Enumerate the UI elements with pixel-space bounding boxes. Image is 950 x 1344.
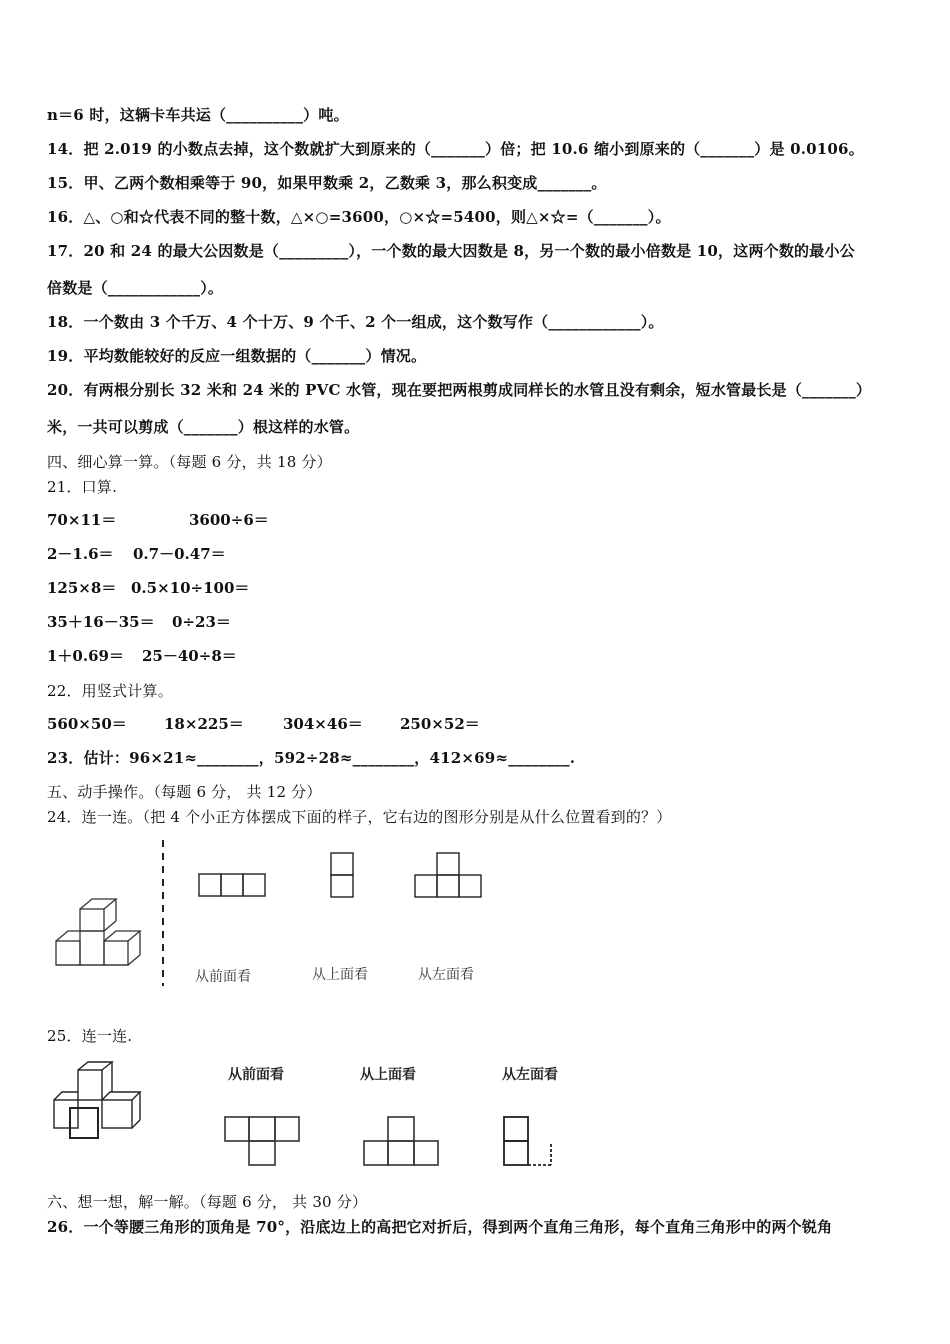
- question-17-line1: 17．20 和 24 的最大公因数是（_________），一个数的最大因数是 8，另一个数的最小倍数是 10，这两个数的最小公: [47, 242, 855, 260]
- view-shape-two-stacked: [330, 852, 354, 898]
- vertical-expr: 250×52＝: [400, 715, 480, 733]
- view-shape-t-shape: [414, 852, 482, 898]
- label-front-view: 从前面看: [195, 969, 251, 985]
- label-top-view: 从上面看: [312, 967, 368, 983]
- oral-expr: 0.5×10÷100＝: [131, 579, 250, 597]
- oral-expr: 0÷23＝: [172, 613, 231, 631]
- label-top-view: 从上面看: [360, 1067, 416, 1083]
- section-5-heading: 五、动手操作。（每题 6 分， 共 12 分）: [47, 783, 322, 801]
- question-15: 15．甲、乙两个数相乘等于 90，如果甲数乘 2，乙数乘 3，那么积变成_______。: [47, 174, 607, 192]
- question-13-tail: n＝6 时，这辆卡车共运（__________）吨。: [47, 106, 349, 124]
- question-20-line2: 米，一共可以剪成（_______）根这样的水管。: [47, 418, 360, 436]
- question-26: 26．一个等腰三角形的顶角是 70°，沿底边上的高把它对折后，得到两个直角三角形，每个直角三角形中的两个锐角: [47, 1218, 833, 1236]
- question-20-line1: 20．有两根分别长 32 米和 24 米的 PVC 水管，现在要把两根剪成同样长的水管且没有剩余，短水管最长是（_______）: [47, 381, 872, 399]
- label-left-view: 从左面看: [502, 1067, 558, 1083]
- question-23: 23．估计：96×21≈________，592÷28≈________，412×69≈________.: [47, 749, 576, 767]
- label-left-view: 从左面看: [418, 967, 474, 983]
- cube-stack-figure-24: [52, 893, 152, 973]
- vertical-expr: 304×46＝: [283, 715, 363, 733]
- oral-expr: 70×11＝: [47, 511, 117, 529]
- section-4-heading: 四、细心算一算。（每题 6 分，共 18 分）: [47, 453, 332, 471]
- question-14: 14．把 2.019 的小数点去掉，这个数就扩大到原来的（_______）倍；把 10.6 缩小到原来的（_______）是 0.0106。: [47, 140, 864, 158]
- oral-expr: 0.7－0.47＝: [133, 545, 226, 563]
- view-shape-inverted-t: [224, 1116, 300, 1166]
- question-16: 16．△、○和☆代表不同的整十数，△×○=3600，○×☆=5400，则△×☆=（_______）。: [47, 208, 671, 226]
- vertical-expr: 18×225＝: [164, 715, 244, 733]
- oral-expr: 2－1.6＝: [47, 545, 114, 563]
- oral-expr: 1＋0.69＝: [47, 647, 124, 665]
- view-shape-three-in-row: [198, 873, 266, 897]
- oral-expr: 3600÷6＝: [189, 511, 269, 529]
- cube-stack-figure-25: [50, 1060, 150, 1144]
- dashed-divider: [158, 840, 168, 986]
- view-shape-t-shape: [363, 1116, 439, 1166]
- question-22: 22．用竖式计算。: [47, 682, 173, 700]
- question-17-line2: 倍数是（____________）。: [47, 279, 224, 297]
- oral-expr: 25－40÷8＝: [142, 647, 237, 665]
- question-21: 21．口算.: [47, 478, 118, 496]
- oral-expr: 35＋16－35＝: [47, 613, 155, 631]
- view-shape-l-shape: [503, 1116, 553, 1166]
- question-19: 19．平均数能较好的反应一组数据的（_______）情况。: [47, 347, 427, 365]
- question-25: 25．连一连.: [47, 1027, 133, 1045]
- vertical-expr: 560×50＝: [47, 715, 127, 733]
- label-front-view: 从前面看: [228, 1067, 284, 1083]
- section-6-heading: 六、想一想，解一解。（每题 6 分， 共 30 分）: [47, 1193, 368, 1211]
- oral-expr: 125×8＝: [47, 579, 117, 597]
- question-18: 18．一个数由 3 个千万、4 个十万、9 个千、2 个一组成，这个数写作（____________）。: [47, 313, 664, 331]
- question-24: 24．连一连。（把 4 个小正方体摆成下面的样子，它右边的图形分别是从什么位置看到的？）: [47, 808, 672, 826]
